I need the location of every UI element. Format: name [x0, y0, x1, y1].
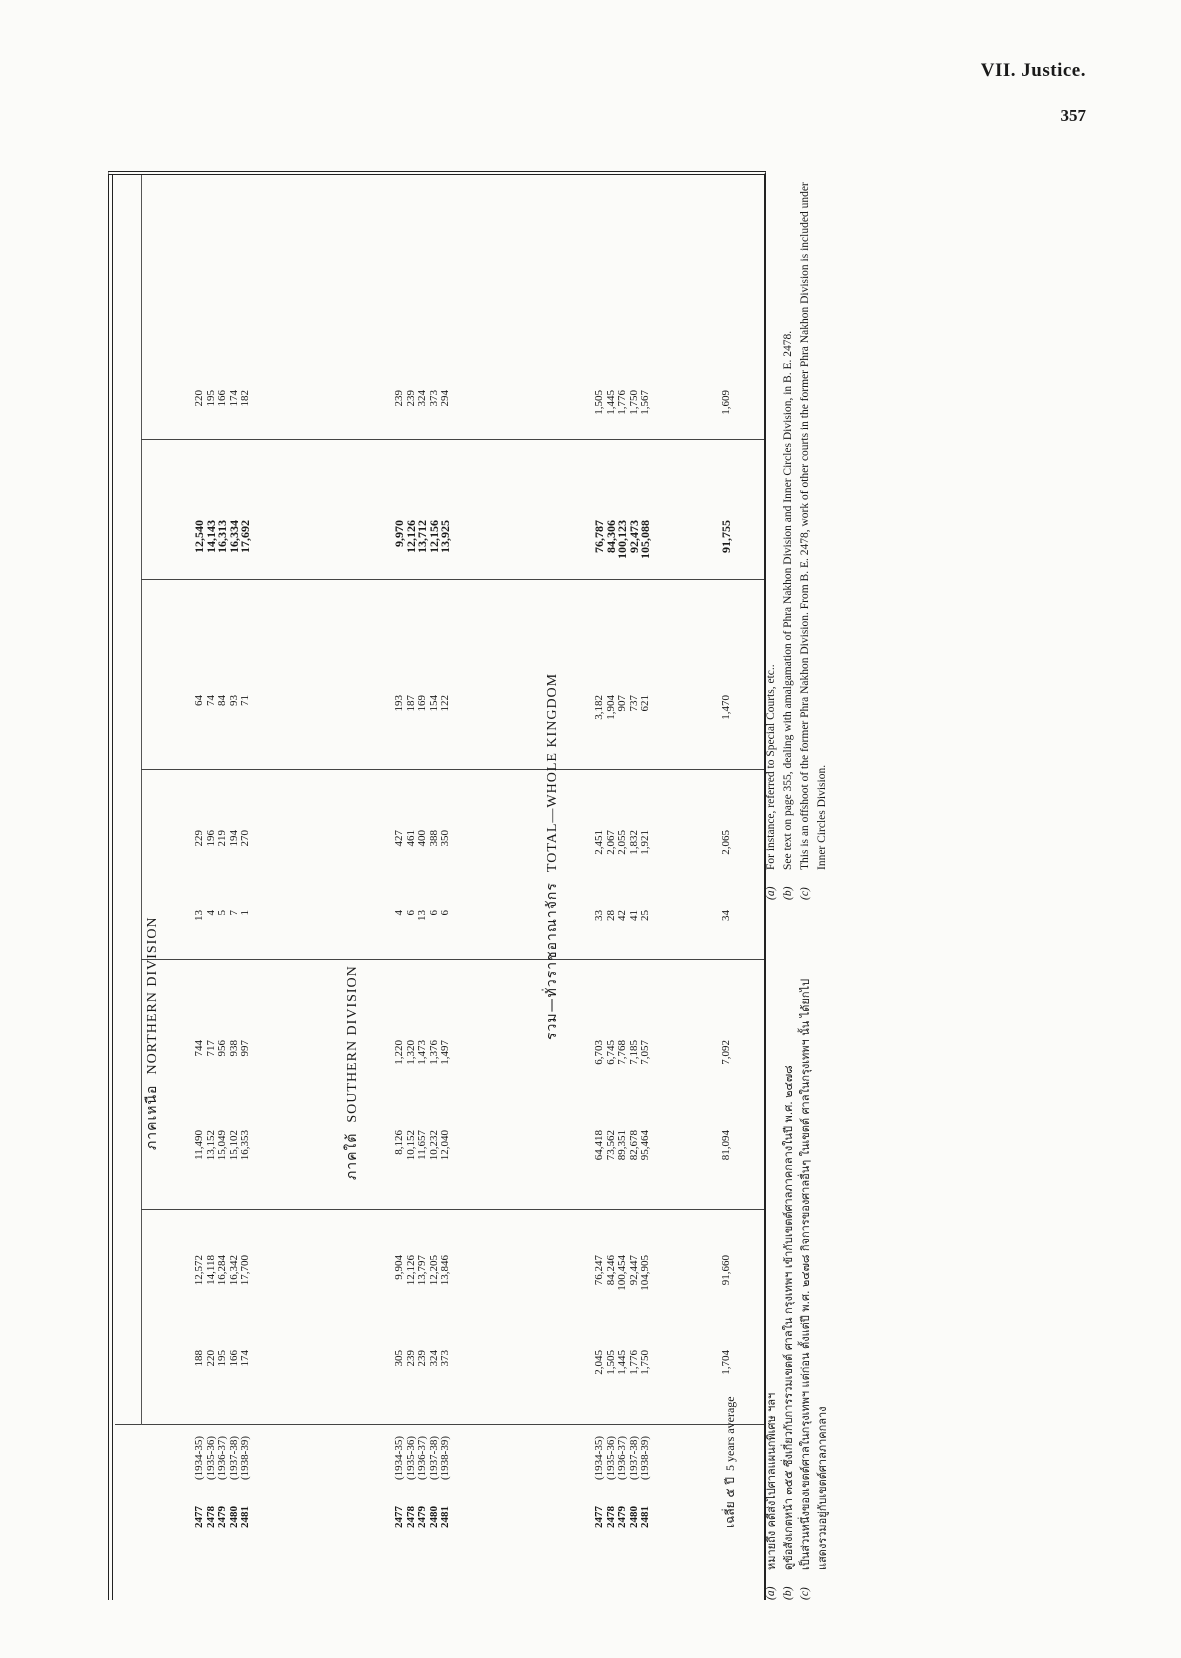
- year-be: 2481: [239, 1506, 251, 1528]
- table-cell: 194: [227, 830, 240, 847]
- table-cell: 92,447: [627, 1255, 640, 1286]
- table-cell: 13,846: [439, 1255, 451, 1286]
- table-column: [394, 1255, 452, 1345]
- footnote: [763, 180, 780, 900]
- footnote-text: หมายถึง คดีส่งไปศาลแผนกพิเศษ ฯลฯ: [765, 1392, 778, 1570]
- year-be: 2480: [627, 1506, 640, 1528]
- table-column: [594, 1130, 652, 1220]
- year-ad: (1938-39): [639, 1436, 651, 1480]
- average-cell: 34: [720, 910, 732, 921]
- table-cell: 305: [393, 1350, 405, 1367]
- table-cell: 84,306: [603, 520, 618, 553]
- year-ad: (1935-36): [204, 1436, 217, 1480]
- year-ad: (1934-35): [393, 1436, 405, 1480]
- table-cell: 373: [439, 1350, 451, 1367]
- year-ad: (1935-36): [604, 1436, 617, 1480]
- table-cell: 13,152: [204, 1130, 217, 1161]
- table-cell: 12,205: [427, 1255, 440, 1286]
- table-cell: 1,445: [616, 1350, 628, 1375]
- table-cell: 7,185: [627, 1040, 640, 1065]
- table-cell: 42: [616, 910, 628, 921]
- table-cell: 4: [204, 910, 217, 916]
- footnote-text: This is an offshoot of the former Phra Nakhon Division. From B. E. 2478, work of other courts in the former Phra Nakhon Division is included under Inner Circles Division.: [799, 182, 828, 870]
- table-cell: 166: [227, 1350, 240, 1367]
- year-labels: [594, 1436, 652, 1528]
- table-column: [394, 1130, 452, 1220]
- table-cell: 7,768: [616, 1040, 628, 1065]
- table-cell: 1,750: [639, 1350, 651, 1375]
- table-cell: 84,246: [604, 1255, 617, 1286]
- table-cell: 196: [204, 830, 217, 847]
- table-cell: 95,464: [639, 1130, 651, 1161]
- division-title-thai: ภาคเหนือ: [144, 1084, 160, 1150]
- table-cell: 73,562: [604, 1130, 617, 1161]
- table-cell: 717: [204, 1040, 217, 1057]
- year-be: 2478: [204, 1506, 217, 1528]
- table-cell: 182: [239, 390, 251, 407]
- table-cell: 64,418: [593, 1130, 605, 1161]
- table-cell: 1,497: [439, 1040, 451, 1065]
- table-cell: 74: [204, 695, 217, 706]
- year-be: 2479: [216, 1506, 228, 1528]
- footnote-text: เป็นส่วนหนึ่งของเขตต์ศาลในกรุงเทพฯ แต่ก่อน ตั้งแต่ปี พ.ศ. ๒๔๗๘ กิจการของศาลอื่นๆ ในเขตต์ ศาลในกรุงเทพฯ นั้น ได้ยกไปแสดงรวมอยู่กับเขตต์ศาลภาคกลาง: [799, 978, 829, 1570]
- table-cell: 15,102: [227, 1130, 240, 1161]
- table-column: [594, 1350, 652, 1440]
- year-be: 2480: [427, 1506, 440, 1528]
- table-cell: 2,045: [593, 1350, 605, 1375]
- table-cell: 1,750: [627, 390, 640, 415]
- table-cell: 188: [193, 1350, 205, 1367]
- table-cell: 33: [593, 910, 605, 921]
- table-cell: 17,692: [238, 520, 252, 553]
- table-column: [394, 910, 452, 1000]
- table-cell: 229: [193, 830, 205, 847]
- table-column: [394, 1040, 452, 1130]
- table-cell: 89,351: [616, 1130, 628, 1161]
- table-column: [594, 910, 652, 1000]
- year-be: 2479: [616, 1506, 628, 1528]
- table-column: [194, 1040, 252, 1130]
- year-be: 2477: [593, 1506, 605, 1528]
- table-cell: 11,490: [193, 1130, 205, 1160]
- table-cell: 239: [404, 1350, 417, 1367]
- table-cell: 195: [204, 390, 217, 407]
- footnote: [797, 960, 831, 1600]
- table-cell: 9,904: [393, 1255, 405, 1280]
- table-cell: 169: [416, 695, 428, 712]
- table-cell: 1,505: [604, 1350, 617, 1375]
- average-cell: 91,755: [719, 520, 733, 553]
- table-cell: 166: [216, 390, 228, 407]
- average-label-thai: เฉลี่ย ๕ ปี: [723, 1477, 737, 1528]
- average-cell: 1,609: [720, 390, 732, 415]
- year-ad: (1934-35): [593, 1436, 605, 1480]
- footnote: [780, 960, 797, 1600]
- table-cell: 1,220: [393, 1040, 405, 1065]
- division-title-english: NORTHERN DIVISION: [145, 916, 160, 1075]
- table-cell: 6: [427, 910, 440, 916]
- table-cell: 6: [439, 910, 451, 916]
- table-cell: 13,712: [415, 520, 429, 553]
- table-cell: 195: [216, 1350, 228, 1367]
- table-cell: 2,055: [616, 830, 628, 855]
- average-cell: 7,092: [720, 1040, 732, 1065]
- table-cell: 25: [639, 910, 651, 921]
- year-be: 2481: [439, 1506, 451, 1528]
- table-cell: 1,904: [604, 695, 617, 720]
- footnote: [763, 960, 780, 1600]
- footnote-marker: (a): [765, 1586, 777, 1600]
- division-title-english: TOTAL—WHOLE KINGDOM: [545, 672, 560, 873]
- year-ad: (1937-38): [227, 1436, 240, 1480]
- year-labels: [194, 1436, 252, 1528]
- table-column: [194, 695, 252, 785]
- table-cell: 13,797: [416, 1255, 428, 1286]
- table-cell: 1,921: [639, 830, 651, 855]
- table-column: [594, 1040, 652, 1130]
- table-cell: 82,678: [627, 1130, 640, 1161]
- year-ad: (1934-35): [193, 1436, 205, 1480]
- table-cell: 16,353: [239, 1130, 251, 1161]
- table-cell: 239: [393, 390, 405, 407]
- table-cell: 8,126: [393, 1130, 405, 1155]
- table-cell: 105,088: [638, 520, 652, 559]
- footnote-marker: (b): [782, 1586, 794, 1600]
- table-column: [394, 830, 452, 920]
- table-cell: 956: [216, 1040, 228, 1057]
- table-cell: 1,567: [639, 390, 651, 415]
- table-cell: 1,376: [427, 1040, 440, 1065]
- table-column: [394, 520, 452, 610]
- table-cell: 4: [393, 910, 405, 916]
- table-cell: 388: [427, 830, 440, 847]
- table-cell: 14,143: [203, 520, 218, 553]
- year-ad: (1938-39): [239, 1436, 251, 1480]
- table-cell: 12,040: [439, 1130, 451, 1161]
- table-cell: 174: [227, 390, 240, 407]
- table-cell: 400: [416, 830, 428, 847]
- table-cell: 13: [416, 910, 428, 921]
- year-be: 2480: [227, 1506, 240, 1528]
- table-cell: 1,320: [404, 1040, 417, 1065]
- table-cell: 100,123: [615, 520, 629, 559]
- footnote: [797, 180, 831, 900]
- table-column: [394, 1350, 452, 1440]
- footnote-text: ดูข้อสังเกตหน้า ๓๕๕ ซึ่งเกี่ยวกับการรวมเขตต์ ศาลใน กรุงเทพฯ เข้ากับเขตต์ศาลภาคกลางในปี พ.ศ. ๒๔๗๘: [782, 1065, 795, 1570]
- table-cell: 93: [227, 695, 240, 706]
- division-title: [541, 673, 563, 1040]
- table-column: [194, 520, 252, 610]
- table-cell: 76,247: [593, 1255, 605, 1286]
- table-column: [594, 830, 652, 920]
- table-cell: 324: [416, 390, 428, 407]
- average-cell: 81,094: [720, 1130, 732, 1161]
- table-cell: 16,284: [216, 1255, 228, 1286]
- division-title-english: SOUTHERN DIVISION: [345, 965, 360, 1123]
- table-cell: 1,776: [627, 1350, 640, 1375]
- year-ad: (1937-38): [427, 1436, 440, 1480]
- footnote-marker: (a): [765, 886, 777, 900]
- table-column: [594, 520, 652, 610]
- year-be: 2477: [393, 1506, 405, 1528]
- table-cell: 12,572: [193, 1255, 205, 1286]
- average-cell: 1,704: [720, 1350, 732, 1375]
- division-title-thai: รวม—ทั่วราชอาณาจักร: [544, 882, 560, 1040]
- table-cell: 270: [239, 830, 251, 847]
- table-cell: 11,657: [416, 1130, 428, 1160]
- table-cell: 187: [404, 695, 417, 712]
- year-be: 2481: [639, 1506, 651, 1528]
- table-column: [594, 1255, 652, 1345]
- average-cell: 1,470: [720, 695, 732, 720]
- year-ad: (1936-37): [216, 1436, 228, 1480]
- footnote-text: For instance, referred to Special Courts, etc..: [765, 664, 777, 870]
- table-cell: 6,703: [593, 1040, 605, 1065]
- table-cell: 84: [216, 695, 228, 706]
- table-cell: 92,473: [626, 520, 641, 553]
- table-cell: 324: [427, 1350, 440, 1367]
- table-cell: 104,905: [639, 1255, 651, 1291]
- division-title: [141, 916, 163, 1150]
- table-cell: 193: [393, 695, 405, 712]
- table-cell: 10,152: [404, 1130, 417, 1161]
- table-row-label: [240, 1436, 252, 1528]
- table-cell: 5: [216, 910, 228, 916]
- table-cell: 938: [227, 1040, 240, 1057]
- table-cell: 2,451: [593, 830, 605, 855]
- table-cell: 10,232: [427, 1130, 440, 1161]
- table-cell: 14,118: [204, 1255, 217, 1285]
- table-column: [594, 695, 652, 785]
- page-number: 357: [1060, 106, 1086, 125]
- division-title: [341, 965, 363, 1180]
- footnote-marker: (c): [799, 1587, 811, 1600]
- year-ad: (1936-37): [616, 1436, 628, 1480]
- table-cell: 744: [193, 1040, 205, 1057]
- footnote-marker: (b): [782, 886, 794, 900]
- table-cell: 16,313: [215, 520, 229, 553]
- year-ad: (1935-36): [404, 1436, 417, 1480]
- table-cell: 907: [616, 695, 628, 712]
- table-cell: 64: [193, 695, 205, 706]
- table-cell: 12,540: [192, 520, 206, 553]
- table-cell: 76,787: [592, 520, 606, 553]
- table-cell: 220: [193, 390, 205, 407]
- table-row-label: [440, 1436, 452, 1528]
- table-cell: 17,700: [239, 1255, 251, 1286]
- year-ad: (1938-39): [439, 1436, 451, 1480]
- table-cell: 7: [227, 910, 240, 916]
- table-column: [194, 1255, 252, 1345]
- table-cell: 3,182: [593, 695, 605, 720]
- table-cell: 239: [416, 1350, 428, 1367]
- notes-english: [763, 180, 831, 900]
- table-column: [594, 390, 652, 480]
- table-cell: 220: [204, 1350, 217, 1367]
- table-cell: 12,126: [404, 1255, 417, 1286]
- table-column: [194, 390, 252, 480]
- table-cell: 7,057: [639, 1040, 651, 1065]
- table-cell: 41: [627, 910, 640, 921]
- table-cell: 1: [239, 910, 251, 916]
- table-cell: 2,067: [604, 830, 617, 855]
- table-cell: 100,454: [616, 1255, 628, 1291]
- average-label-english: 5 years average: [723, 1396, 737, 1471]
- table-cell: 13,925: [438, 520, 452, 553]
- year-be: 2478: [404, 1506, 417, 1528]
- table-column: [394, 695, 452, 785]
- table-cell: 219: [216, 830, 228, 847]
- table-cell: 9,970: [392, 520, 406, 547]
- year-be: 2479: [416, 1506, 428, 1528]
- table-column: [194, 1350, 252, 1440]
- table-cell: 1,505: [593, 390, 605, 415]
- table-cell: 427: [393, 830, 405, 847]
- section-title: VII. Justice.: [980, 60, 1086, 81]
- table-cell: 6,745: [604, 1040, 617, 1065]
- table-cell: 71: [239, 695, 251, 706]
- average-cell: 2,065: [720, 830, 732, 855]
- table-cell: 122: [439, 695, 451, 712]
- table-cell: 1,445: [604, 390, 617, 415]
- table-cell: 174: [239, 1350, 251, 1367]
- table-cell: 621: [639, 695, 651, 712]
- table-cell: 16,342: [227, 1255, 240, 1286]
- year-ad: (1937-38): [627, 1436, 640, 1480]
- table-cell: 373: [427, 390, 440, 407]
- table-row-label: [640, 1436, 652, 1528]
- table-cell: 6: [404, 910, 417, 916]
- year-labels: [394, 1436, 452, 1528]
- year-be: 2478: [604, 1506, 617, 1528]
- year-ad: (1936-37): [416, 1436, 428, 1480]
- table-cell: 997: [239, 1040, 251, 1057]
- table-cell: 1,832: [627, 830, 640, 855]
- table-cell: 12,126: [403, 520, 418, 553]
- table-cell: 350: [439, 830, 451, 847]
- table-cell: 737: [627, 695, 640, 712]
- table-cell: 294: [439, 390, 451, 407]
- table-cell: 154: [427, 695, 440, 712]
- table-cell: 15,049: [216, 1130, 228, 1161]
- table-column: [194, 1130, 252, 1220]
- year-be: 2477: [193, 1506, 205, 1528]
- table-cell: 12,156: [426, 520, 441, 553]
- header-rule: [141, 175, 142, 1425]
- table-cell: 1,473: [416, 1040, 428, 1065]
- table-cell: 461: [404, 830, 417, 847]
- statistics-table: [108, 171, 766, 1600]
- footnote-text: See text on page 355, dealing with amalgamation of Phra Nakhon Division and Inner Circles Division, in B. E. 2478.: [782, 330, 794, 870]
- rotated-page-content: [108, 175, 829, 1600]
- division-title-thai: ภาคใต้: [344, 1132, 360, 1180]
- footnote-marker: (c): [799, 887, 811, 900]
- footnote: [780, 180, 797, 900]
- table-cell: 1,776: [616, 390, 628, 415]
- table-cell: 13: [193, 910, 205, 921]
- table-cell: 28: [604, 910, 617, 921]
- table-cell: 16,334: [226, 520, 241, 553]
- table-cell: 239: [404, 390, 417, 407]
- notes-thai: [763, 960, 831, 1600]
- average-cell: 91,660: [720, 1255, 732, 1286]
- table-column: [194, 910, 252, 1000]
- table-column: [394, 390, 452, 480]
- table-column: [194, 830, 252, 920]
